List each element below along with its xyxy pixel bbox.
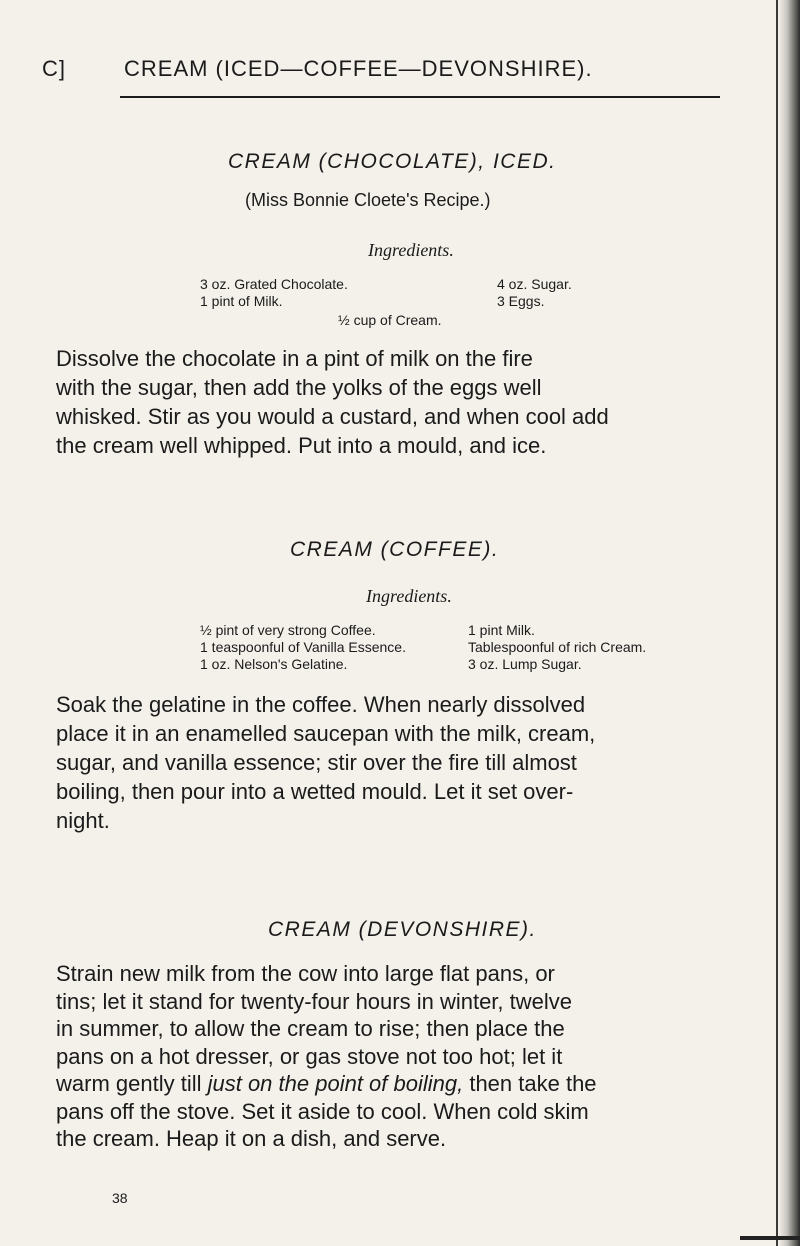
devonshire-method [56,960,716,1153]
method-line: whisked. Stir as you would a custard, and when cool add [56,404,609,429]
ingredient-item: 4 oz. Sugar. [497,276,572,292]
chocolate-title: CREAM (CHOCOLATE), ICED. [228,150,557,173]
method-line-part: warm gently till [56,1071,208,1096]
method-line: tins; let it stand for twenty-four hours in winter, twelve [56,988,573,1014]
devonshire-title: CREAM (DEVONSHIRE). [268,918,537,941]
book-spine-shadow [778,0,800,1246]
method-line: place it in an enamelled saucepan with the milk, cream, [56,721,596,746]
ingredient-item: Tablespoonful of rich Cream. [468,639,647,655]
ingredient-item: 1 pint Milk. [468,622,535,638]
chocolate-ingredients-right [497,276,572,310]
header-bracket-mark: C] [42,56,66,81]
ingredient-item: 1 pint of Milk. [200,293,283,309]
ingredient-item: 3 oz. Lump Sugar. [468,656,582,672]
method-line: with the sugar, then add the yolks of the eggs well [56,375,542,400]
ingredient-item: ½ pint of very strong Coffee. [200,622,376,638]
method-line: Strain new milk from the cow into large flat pans, or [56,961,555,986]
method-line: boiling, then pour into a wetted mould. Let it set over- [56,779,574,804]
method-line: Soak the gelatine in the coffee. When nearly dissolved [56,692,586,717]
header-rule [120,96,720,98]
method-line: Dissolve the chocolate in a pint of milk on the fire [56,346,533,371]
method-line: the cream well whipped. Put into a mould, and ice. [56,433,547,458]
coffee-ingredients-heading: Ingredients. [366,586,452,606]
ingredient-item: 3 Eggs. [497,293,545,309]
ingredient-item: 1 teaspoonful of Vanilla Essence. [200,639,406,655]
method-line-italic: just on the point of boiling, [207,1071,464,1096]
coffee-ingredients-right [468,622,646,673]
method-line: pans off the stove. Set it aside to cool. When cold skim [56,1098,589,1124]
coffee-title: CREAM (COFFEE). [290,538,500,561]
page-corner-mark [740,1236,800,1240]
method-line [56,1070,716,1098]
coffee-method [56,690,716,835]
method-line: pans on a hot dresser, or gas stove not too hot; let it [56,1043,563,1069]
running-header: CREAM (ICED—COFFEE—DEVONSHIRE). [124,56,593,81]
method-line: sugar, and vanilla essence; stir over the fire till almost [56,750,577,775]
chocolate-ingredients-left [200,276,348,310]
method-line: in summer, to allow the cream to rise; then place the [56,1016,565,1041]
ingredient-item: 1 oz. Nelson's Gelatine. [200,656,348,672]
coffee-ingredients-left [200,622,406,673]
method-line: the cream. Heap it on a dish, and serve. [56,1126,447,1151]
chocolate-ingredients-heading: Ingredients. [368,240,454,260]
ingredient-item: 3 oz. Grated Chocolate. [200,276,348,292]
page-number: 38 [112,1190,128,1206]
method-line: night. [56,808,110,833]
chocolate-subtitle: (Miss Bonnie Cloete's Recipe.) [245,190,491,210]
ingredient-item: ½ cup of Cream. [338,312,442,328]
chocolate-method [56,344,716,460]
method-line-part: then take the [463,1071,597,1096]
